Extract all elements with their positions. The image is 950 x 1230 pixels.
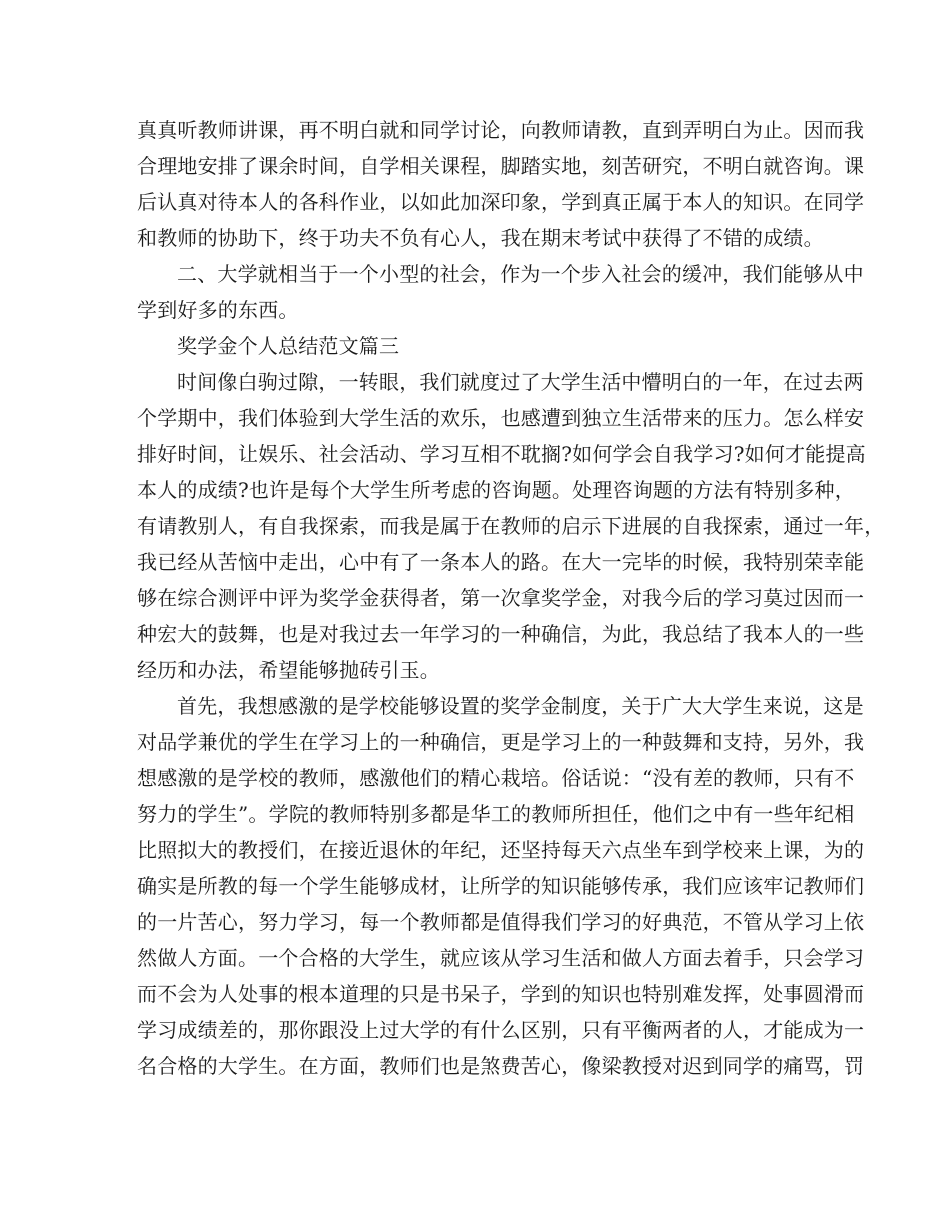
p3-line-3: 排好时间，让娱乐、社会活动、学习互相不耽搁?如何学会自我学习?如何才能提高 xyxy=(137,442,866,466)
p4-line-9: 而不会为人处事的根本道理的只是书呆子，学到的知识也特别难发挥，处事圆滑而 xyxy=(137,982,865,1006)
p3-line-6: 我已经从苦恼中走出，心中有了一条本人的路。在大一完毕的时候，我特别荣幸能 xyxy=(137,550,865,574)
p2-line-1: 二、大学就相当于一个小型的社会，作为一个步入社会的缓冲，我们能够从中 xyxy=(177,262,864,286)
p4-line-11: 名合格的大学生。在方面，教师们也是煞费苦心，像梁教授对迟到同学的痛骂，罚 xyxy=(137,1054,865,1078)
p4-line-8: 然做人方面。一个合格的大学生，就应该从学习生活和做人方面去着手，只会学习 xyxy=(137,946,865,970)
p3-line-4: 本人的成绩?也许是每个大学生所考虑的咨询题。处理咨询题的方法有特别多种， xyxy=(137,478,855,502)
p1-line-3: 后认真对待本人的各科作业，以如此加深印象，学到真正属于本人的知识。在同学 xyxy=(137,190,865,214)
p4-line-6: 确实是所教的每一个学生能够成材，让所学的知识能够传承，我们应该牢记教师们 xyxy=(137,874,865,898)
p3-line-5: 有请教别人，有自我探索，而我是属于在教师的启示下进展的自我探索，通过一年， xyxy=(137,514,885,538)
p4-line-5: 比照拟大的教授们，在接近退休的年纪，还坚持每天六点坐车到学校来上课，为的 xyxy=(137,838,865,862)
p4-line-10: 学习成绩差的，那你跟没上过大学的有什么区别，只有平衡两者的人，才能成为一 xyxy=(137,1018,865,1042)
p1-line-4: 和教师的协助下，终于功夫不负有心人，我在期末考试中获得了不错的成绩。 xyxy=(137,226,824,250)
p3-line-9: 经历和办法，希望能够抛砖引玉。 xyxy=(137,658,440,682)
p4-line-2: 对品学兼优的学生在学习上的一种确信，更是学习上的一种鼓舞和支持，另外，我 xyxy=(137,730,865,754)
p3-line-7: 够在综合测评中评为奖学金获得者，第一次拿奖学金，对我今后的学习莫过因而一 xyxy=(137,586,865,610)
p4-line-7: 的一片苦心，努力学习，每一个教师都是值得我们学习的好典范，不管从学习上依 xyxy=(137,910,865,934)
p2-line-2: 学到好多的东西。 xyxy=(137,298,299,322)
p3-line-8: 种宏大的鼓舞，也是对我过去一年学习的一种确信，为此，我总结了我本人的一些 xyxy=(137,622,865,646)
p3-line-2: 个学期中，我们体验到大学生活的欢乐，也感遭到独立生活带来的压力。怎么样安 xyxy=(137,406,865,430)
section-heading: 奖学金个人总结范文篇三 xyxy=(177,334,400,358)
p4-line-1: 首先，我想感激的是学校能够设置的奖学金制度，关于广大大学生来说，这是 xyxy=(177,694,864,718)
p4-line-3: 想感激的是学校的教师，感激他们的精心栽培。俗话说：“没有差的教师，只有不 xyxy=(137,766,855,790)
p4-line-4: 努力的学生”。学院的教师特别多都是华工的教师所担任，他们之中有一些年纪相 xyxy=(137,802,855,826)
p3-line-1: 时间像白驹过隙，一转眼，我们就度过了大学生活中懵明白的一年，在过去两 xyxy=(177,370,864,394)
p1-line-2: 合理地安排了课余时间，自学相关课程，脚踏实地，刻苦研究，不明白就咨询。课 xyxy=(137,154,865,178)
p1-line-1: 真真听教师讲课，再不明白就和同学讨论，向教师请教，直到弄明白为止。因而我 xyxy=(137,118,865,142)
